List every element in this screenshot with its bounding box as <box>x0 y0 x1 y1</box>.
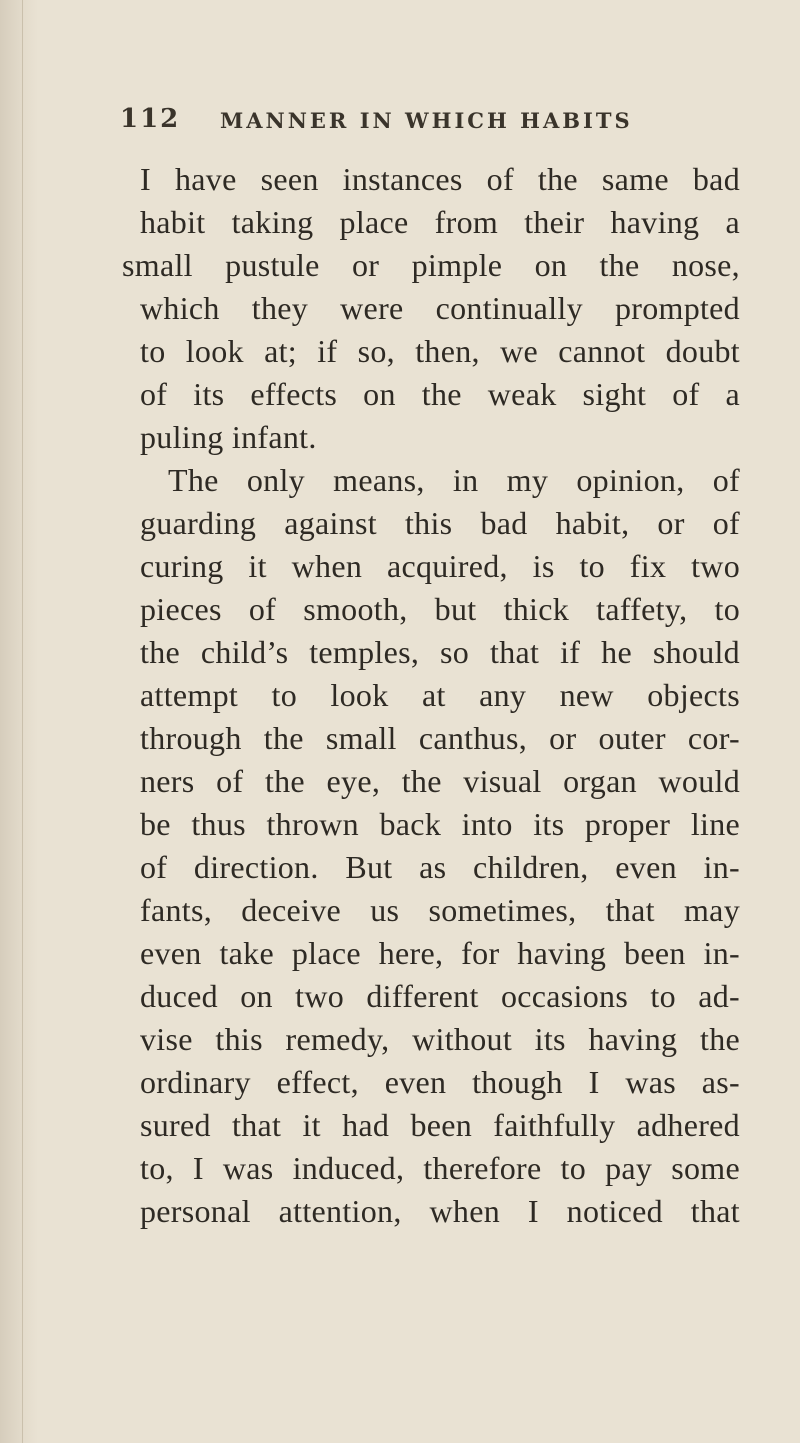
text-line: small pustule or pimple on the nose, <box>122 247 740 283</box>
text-line: to, I was induced, therefore to pay some <box>140 1150 740 1186</box>
page-header <box>120 104 740 144</box>
binding-line <box>22 0 23 1443</box>
text-line: vise this remedy, without its having the <box>140 1021 740 1057</box>
text-line: duced on two different occasions to ad- <box>140 978 740 1014</box>
text-line: to look at; if so, then, we cannot doubt <box>140 333 740 369</box>
text-line: I have seen instances of the same bad <box>140 161 740 197</box>
text-line: through the small canthus, or outer cor- <box>140 720 740 756</box>
text-line: habit taking place from their having a <box>140 204 740 240</box>
text-line: which they were continually prompted <box>140 290 740 326</box>
text-line: sured that it had been faithfully adhered <box>140 1107 740 1143</box>
text-line: be thus thrown back into its proper line <box>140 806 740 842</box>
text-line: guarding against this bad habit, or of <box>140 505 740 541</box>
text-line: attempt to look at any new objects <box>140 677 740 713</box>
body-text <box>122 158 740 1233</box>
text-line: The only means, in my opinion, of <box>168 462 740 498</box>
running-head: MANNER IN WHICH HABITS <box>220 108 633 133</box>
text-line: of its effects on the weak sight of a <box>140 376 740 412</box>
text-line: the child’s temples, so that if he should <box>140 634 740 670</box>
text-line: personal attention, when I noticed that <box>140 1193 740 1229</box>
page-number: 112 <box>120 104 181 134</box>
text-line: curing it when acquired, is to fix two <box>140 548 740 584</box>
text-line: of direction. But as children, even in- <box>140 849 740 885</box>
text-line: ordinary effect, even though I was as- <box>140 1064 740 1100</box>
page-gutter-edge <box>0 0 38 1443</box>
text-line: ners of the eye, the visual organ would <box>140 763 740 799</box>
text-line: fants, deceive us sometimes, that may <box>140 892 740 928</box>
text-line: puling infant. <box>140 419 317 455</box>
text-line: even take place here, for having been in- <box>140 935 740 971</box>
text-line: pieces of smooth, but thick taffety, to <box>140 591 740 627</box>
